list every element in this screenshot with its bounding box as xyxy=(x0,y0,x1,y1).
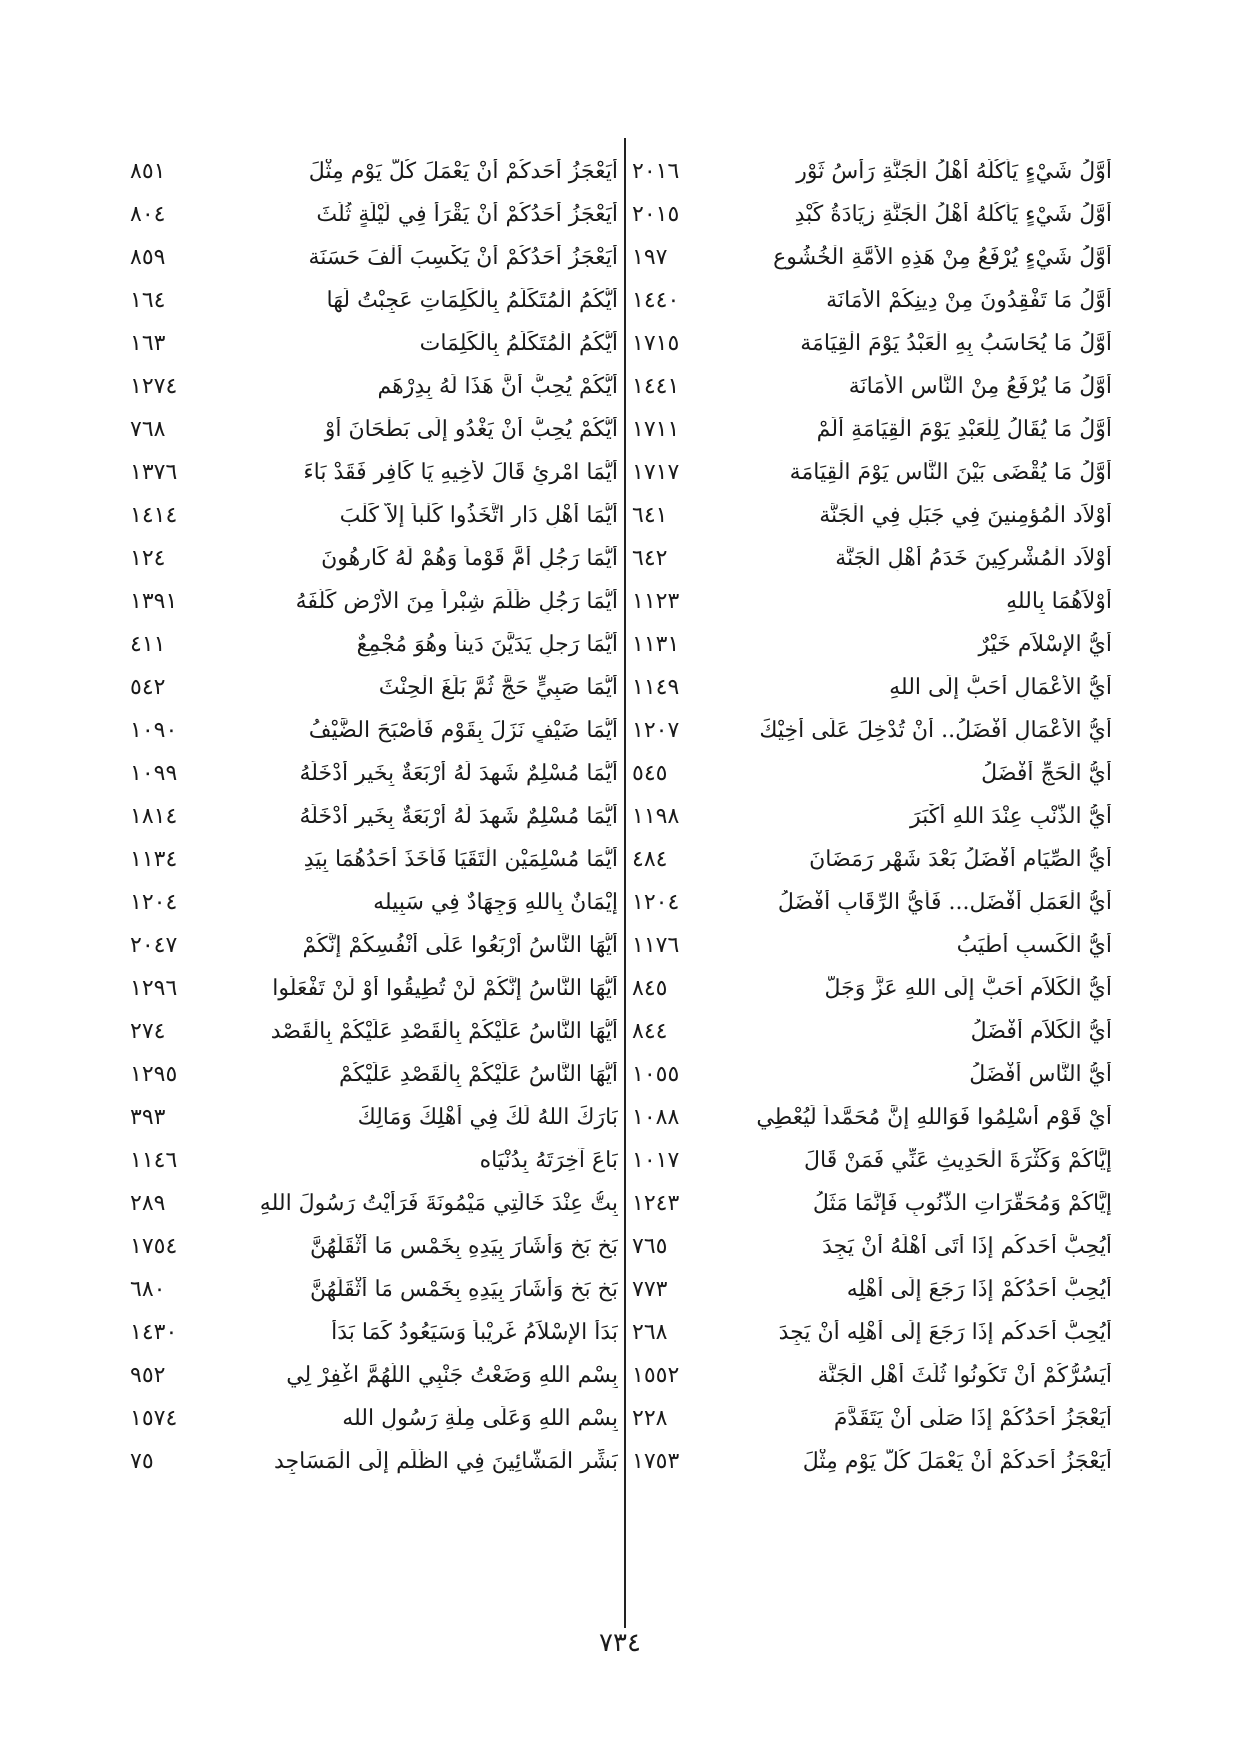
hadith-number: ٩٥٢ xyxy=(130,1363,166,1388)
hadith-number: ٢٠١٦ xyxy=(632,159,680,184)
hadith-incipit: إِيَّاكُمْ وَمُحَقَّرَاتِ الذُّنُوبِ فَإِنَّمَا مَثَلُ xyxy=(812,1191,1112,1216)
index-entry xyxy=(130,838,618,881)
index-column-right xyxy=(632,150,1112,1483)
index-entry xyxy=(130,236,618,279)
hadith-incipit: أَيُّ الأَعْمَالِ أَحَبُّ إِلَى اللهِ xyxy=(889,675,1112,700)
index-entry xyxy=(632,193,1112,236)
hadith-incipit: أَوَّلُ شَيْءٍ يَأْكُلُهُ أَهْلُ الْجَنَّةِ رَأْسُ ثَوْرٍ xyxy=(796,159,1112,184)
hadith-incipit: أَيُّكُمْ يُحِبُّ أَنَّ هَذَا لَهُ بِدِرْهَم xyxy=(377,374,618,399)
hadith-incipit: أَيْ قَوْمِ أَسْلِمُوا فَوَاللهِ إِنَّ مُحَمَّداً لَيُعْطِي xyxy=(756,1105,1112,1130)
hadith-number: ١٢٤ xyxy=(130,546,166,571)
hadith-incipit: أَيُّ الذَّنْبِ عِنْدَ اللهِ أَكْبَرَ xyxy=(910,804,1112,829)
index-entry xyxy=(130,494,618,537)
index-entry xyxy=(632,1397,1112,1440)
hadith-incipit: أَيُّهَا النَّاسُ عَلَيْكُمْ بِالْقَصْدِ عَلَيْكُمْ بِالْقَصْد xyxy=(270,1019,618,1044)
hadith-number: ١٩٧ xyxy=(632,245,668,270)
hadith-number: ١٠١٧ xyxy=(632,1148,680,1173)
hadith-incipit: أَيُّ الْكَلاَمِ أَفْضَلُ xyxy=(970,1019,1112,1044)
hadith-number: ٧٦٥ xyxy=(632,1234,668,1259)
hadith-incipit: أَيُّمَا رَجلٍ يَدَيَّنَ دَيناً وهُوَ مُجْمِعٌ xyxy=(356,632,618,657)
hadith-incipit: أَيُّ الإِسْلاَمِ خَيْرٌ xyxy=(978,632,1112,657)
hadith-number: ١٤٤٠ xyxy=(632,288,680,313)
index-entry xyxy=(130,967,618,1010)
hadith-incipit: بَاعَ آخِرَتَهُ بِدُنْيَاه xyxy=(479,1148,618,1173)
hadith-incipit: أَوْلاَد الْمُؤمِنينَ فِي جَبَلٍ فِي الْجَنَّة xyxy=(819,503,1112,528)
hadith-incipit: بَخٍ بَخٍ وَأَشَارَ بِيَدِهِ بِخَمْسٍ مَا أَثْقَلَهُنَّ xyxy=(309,1277,618,1302)
index-entry xyxy=(130,150,618,193)
hadith-number: ١٣٩١ xyxy=(130,589,178,614)
hadith-number: ٢٨٩ xyxy=(130,1191,166,1216)
hadith-incipit: أَيُّمَا امْرِئٍ قَالَ لأَخِيهِ يَا كَافِر فَقَدْ بَاءَ xyxy=(303,460,618,485)
hadith-number: ١٠٩٠ xyxy=(130,718,178,743)
hadith-number: ١٧٥٤ xyxy=(130,1234,178,1259)
hadith-number: ٨٤٥ xyxy=(632,976,668,1001)
hadith-number: ١٢٩٦ xyxy=(130,976,178,1001)
index-entry xyxy=(632,838,1112,881)
hadith-incipit: بِسْمِ اللهِ وَعَلَى مِلَّةِ رَسُولِ الله xyxy=(342,1406,618,1431)
index-entry xyxy=(130,709,618,752)
hadith-incipit: أَيَعْجَزُ أَحَدكُمْ أَنْ يَعْمَلَ كُلَّ يَوْمٍ مِثْلَ xyxy=(308,159,618,184)
hadith-number: ١٢٤٣ xyxy=(632,1191,680,1216)
hadith-number: ١٢٠٤ xyxy=(130,890,178,915)
hadith-incipit: أَيُّمَا رَجُلٍ أَمَّ قَوْماً وَهُمْ لَهُ كَارِهُونَ xyxy=(321,546,618,571)
hadith-number: ١٢٩٥ xyxy=(130,1062,178,1087)
index-entry xyxy=(130,580,618,623)
hadith-number: ٦٤١ xyxy=(632,503,668,528)
index-entry xyxy=(632,924,1112,967)
hadith-incipit: أَيَعْجَزُ أَحَدُكُمْ أَنْ يَكْسِبَ أَلْفَ حَسَنَة xyxy=(308,245,618,270)
index-entry xyxy=(632,1182,1112,1225)
index-entry xyxy=(632,623,1112,666)
index-entry xyxy=(632,1225,1112,1268)
hadith-number: ٢٦٨ xyxy=(632,1320,668,1345)
hadith-number: ٤٨٤ xyxy=(632,847,668,872)
index-entry xyxy=(130,1139,618,1182)
hadith-number: ١٤١٤ xyxy=(130,503,178,528)
hadith-number: ٥٤٥ xyxy=(632,761,668,786)
index-entry xyxy=(632,451,1112,494)
hadith-incipit: أَيُحِبُّ أَحَدكُم إِذَا أَتَى أَهْلَهُ أَنْ يَجِدَ xyxy=(822,1234,1112,1259)
hadith-number: ٨٥٩ xyxy=(130,245,166,270)
hadith-number: ١١٤٩ xyxy=(632,675,680,700)
index-entry xyxy=(130,1225,618,1268)
hadith-incipit: بَخٍ بَخٍ وَأَشَارَ بِيَدِهِ بِخَمْسٍ مَا أَثْقَلَهُنَّ xyxy=(309,1234,618,1259)
index-entry xyxy=(130,408,618,451)
hadith-incipit: بِتُّ عِنْدَ خَالَتِي مَيْمُونَةَ فَرَأَيْتُ رَسُولَ اللهِ xyxy=(259,1191,618,1216)
hadith-incipit: أَيُّ الأَعْمَالِ أَفْضَلُ.. أَنْ تُدْخِلَ عَلَى أَخِيْكَ xyxy=(759,718,1112,743)
index-entry xyxy=(130,1268,618,1311)
hadith-number: ١٣٧٦ xyxy=(130,460,178,485)
index-entry xyxy=(632,537,1112,580)
index-entry xyxy=(632,1010,1112,1053)
hadith-number: ١٤٣٠ xyxy=(130,1320,178,1345)
hadith-incipit: أَوَّلُ مَا يُقْضَى بَيْنَ النَّاسِ يَوْمَ الْقِيَامَة xyxy=(789,460,1112,485)
hadith-number: ١٢٧٤ xyxy=(130,374,178,399)
index-entry xyxy=(130,365,618,408)
hadith-incipit: أَوَّلُ مَا يُحَاسَبُ بِهِ الْعَبْدُ يَوْمَ الْقِيَامَة xyxy=(800,331,1112,356)
hadith-incipit: أَيُّ الْحَجِّ أَفْضَلُ xyxy=(981,761,1112,786)
hadith-number: ٨٤٤ xyxy=(632,1019,668,1044)
hadith-incipit: أَيُّ الصِّيَامِ أَفْضَلُ بَعْدَ شَهْرِ رَمَضَانَ xyxy=(809,847,1112,872)
hadith-number: ٦٤٢ xyxy=(632,546,668,571)
index-entry xyxy=(130,1053,618,1096)
hadith-number: ١٢٠٤ xyxy=(632,890,680,915)
hadith-incipit: أَوَّلُ مَا يُقَالُ لِلْعَبْدِ يَوْمَ الْقِيَامَةِ أَلَمْ xyxy=(816,417,1112,442)
hadith-number: ٨٥١ xyxy=(130,159,166,184)
hadith-incipit: إِيَّاكُمْ وَكَثْرَةَ الْحَدِيثِ عَنِّي فَمَنْ قَالَ xyxy=(804,1148,1112,1173)
index-entry xyxy=(130,795,618,838)
hadith-incipit: أَيُّمَا مُسْلِمَيْنِ الْتَقَيَا فَأَخَذَ أَحَدُهُمَا بِيَدِ xyxy=(303,847,618,872)
hadith-number: ١٠٩٩ xyxy=(130,761,178,786)
index-entry xyxy=(130,623,618,666)
hadith-number: ٤١١ xyxy=(130,632,166,657)
hadith-number: ١١٢٣ xyxy=(632,589,680,614)
index-entry xyxy=(130,1096,618,1139)
hadith-incipit: أَيُّ الْعَمَلِ أَفْضَل... فَأَيُّ الرِّقَابِ أَفْضَلُ xyxy=(777,890,1112,915)
hadith-number: ١٨١٤ xyxy=(130,804,178,829)
hadith-number: ١٤٤١ xyxy=(632,374,680,399)
hadith-number: ١٦٣ xyxy=(130,331,166,356)
index-entry xyxy=(632,236,1112,279)
index-entry xyxy=(632,365,1112,408)
hadith-incipit: أَوَّلُ مَا يُرْفَعُ مِنْ النَّاسِ الأَمَانَة xyxy=(848,374,1112,399)
hadith-incipit: إِيْمَانٌ بِاللهِ وَجِهَادٌ فِي سَبِيله xyxy=(373,890,618,915)
hadith-number: ٣٩٣ xyxy=(130,1105,166,1130)
hadith-incipit: أَيُّكُمُ الْمُتَكَلِّمُ بِالْكَلِمَات xyxy=(419,331,618,356)
hadith-number: ٨٠٤ xyxy=(130,202,166,227)
index-entry xyxy=(130,537,618,580)
index-entry xyxy=(130,1440,618,1483)
index-entry xyxy=(632,1096,1112,1139)
hadith-incipit: أَيُّهَا النَّاسُ أَرْبَعُوا عَلَى أَنْفُسِكُمْ إِنَّكُمْ xyxy=(302,933,618,958)
hadith-incipit: بَارَكَ اللهُ لَكَ فِي أَهْلِكَ وَمَالِكَ xyxy=(357,1105,618,1130)
index-entry xyxy=(632,150,1112,193)
hadith-number: ١١٩٨ xyxy=(632,804,680,829)
index-entry xyxy=(632,322,1112,365)
index-entry xyxy=(632,408,1112,451)
hadith-incipit: أَيُحِبُّ أَحَدُكُمْ إِذَا رَجَعَ إِلَى أَهْلِه xyxy=(846,1277,1112,1302)
hadith-number: ٧٧٣ xyxy=(632,1277,668,1302)
index-entry xyxy=(632,881,1112,924)
index-entry xyxy=(632,1311,1112,1354)
hadith-incipit: أَيَعْجَزُ أَحَدكُمْ أَنْ يَعْمَلَ كُلَّ يَوْمٍ مِثْلَ xyxy=(802,1449,1112,1474)
hadith-incipit: أَيُّمَا ضَيْفٍ نَزَلَ بِقَوْمٍ فَأَصْبَحَ الضَّيْفُ xyxy=(308,718,618,743)
hadith-incipit: أَوْلاَهُمَا بِاللهِ xyxy=(1006,589,1112,614)
hadith-number: ٦٨٠ xyxy=(130,1277,166,1302)
hadith-number: ٢٧٤ xyxy=(130,1019,166,1044)
hadith-number: ٢٠٤٧ xyxy=(130,933,178,958)
index-entry xyxy=(130,752,618,795)
index-entry xyxy=(130,881,618,924)
hadith-incipit: أَيُّكُمُ الْمُتَكَلِّمُ بِالْكَلِمَاتِ عَجِبْتُ لَهَا xyxy=(326,288,618,313)
index-entry xyxy=(632,1139,1112,1182)
index-entry xyxy=(632,279,1112,322)
hadith-number: ١٢٠٧ xyxy=(632,718,680,743)
index-entry xyxy=(632,1354,1112,1397)
hadith-number: ١٧١٥ xyxy=(632,331,680,356)
index-entry xyxy=(632,1053,1112,1096)
hadith-incipit: أَوَّلُ مَا تَفْقِدُونَ مِنْ دِينِكُمْ الأَمَانَة xyxy=(826,288,1112,313)
hadith-incipit: أَيَسُرُّكُمْ أَنْ تَكُونُوا ثُلُثَ أَهْلِ الْجَنَّة xyxy=(817,1363,1112,1388)
hadith-number: ٢٢٨ xyxy=(632,1406,668,1431)
hadith-incipit: أَوْلاَد الْمُشْرِكِينَ خَدَمُ أَهْلِ الْجَنَّة xyxy=(835,546,1112,571)
hadith-incipit: أَيُّ الْكَلاَمِ أَحَبُّ إِلَى اللهِ عَزَّ وَجَلَّ xyxy=(824,976,1112,1001)
index-entry xyxy=(130,1311,618,1354)
index-entry xyxy=(130,451,618,494)
hadith-number: ٢٠١٥ xyxy=(632,202,680,227)
index-entry xyxy=(632,1268,1112,1311)
hadith-number: ٥٤٢ xyxy=(130,675,166,700)
hadith-incipit: أَيَعْجَزُ أَحَدُكُمْ أَنْ يَقْرَأَ فِي لَيْلَةٍ ثُلُثَ xyxy=(316,202,618,227)
index-entry xyxy=(130,279,618,322)
hadith-number: ١١٣١ xyxy=(632,632,680,657)
hadith-incipit: أَيَعْجَزُ أَحَدُكُمْ إِذَا صَلَّى أَنْ يَتَقَدَّمَ xyxy=(833,1406,1112,1431)
hadith-incipit: بِسْمِ اللهِ وَضَعْتُ جَنْبِي اللَّهُمَّ اغْفِرْ لِي xyxy=(286,1363,618,1388)
index-entry xyxy=(632,494,1112,537)
index-entry xyxy=(632,666,1112,709)
hadith-number: ١١٣٤ xyxy=(130,847,178,872)
hadith-number: ١٧١١ xyxy=(632,417,680,442)
hadith-number: ١١٧٦ xyxy=(632,933,680,958)
page-number: ٧٣٤ xyxy=(599,1628,641,1658)
hadith-incipit: أَيُّهَا النَّاسُ عَلَيْكُمْ بِالْقَصْدِ عَلَيْكُمْ xyxy=(338,1062,618,1087)
index-entry xyxy=(632,967,1112,1010)
index-entry xyxy=(130,924,618,967)
hadith-incipit: أَيُّمَا صَبِيٍّ حَجَّ ثُمَّ بَلَغَ الْحِنْثَ xyxy=(378,675,618,700)
hadith-incipit: أَيُّمَا رَجُلٍ ظَلَمَ شِبْراً مِنَ الأَرْضِ كَلَّفَهُ xyxy=(295,589,618,614)
hadith-incipit: أَيُّمَا مُسْلِمٌ شَهِدَ لَهُ أَرْبَعَةٌ بِخَيرٍ أَدْخَلَهُ xyxy=(299,761,618,786)
hadith-incipit: أَيُّ النَّاسِ أَفْضَلُ xyxy=(969,1062,1112,1087)
hadith-number: ١٧١٧ xyxy=(632,460,680,485)
hadith-incipit: أَوَّلُ شَيْءٍ يُرْفَعُ مِنْ هَذِهِ الأُمَّةِ الْخُشُوعِ xyxy=(773,245,1112,270)
index-column-left xyxy=(130,150,618,1483)
hadith-number: ١٠٨٨ xyxy=(632,1105,680,1130)
hadith-incipit: أَيُّهَا النَّاسُ إِنَّكُمْ لَنْ تُطِيقُوا أَوْ لَنْ تَفْعَلُوا xyxy=(272,976,618,1001)
index-entry xyxy=(632,752,1112,795)
hadith-incipit: أَيُّ الْكَسبِ أَطْيَبُ xyxy=(956,933,1112,958)
hadith-incipit: أَيُّكُمْ يُحِبُّ أَنْ يَغْدُو إِلَى بَطْحَانَ أَوْ xyxy=(324,417,618,442)
index-entry xyxy=(130,1397,618,1440)
hadith-number: ١٦٤ xyxy=(130,288,166,313)
hadith-incipit: أَوَّلُ شَيْءٍ يَأْكُلهُ أَهْلُ الْجَنَّةِ زِيَادَةُ كَبْدِ xyxy=(794,202,1112,227)
index-entry xyxy=(632,709,1112,752)
index-entry xyxy=(130,1010,618,1053)
index-entry xyxy=(632,580,1112,623)
hadith-number: ٧٥ xyxy=(130,1449,154,1474)
hadith-number: ٧٦٨ xyxy=(130,417,166,442)
hadith-incipit: بَشِّرِ الْمَشَّائِينَ فِي الظُّلَمِ إِلَى الْمَسَاجِد xyxy=(273,1449,618,1474)
hadith-incipit: أَيُحِبُّ أَحَدكُم إِذَا رَجَعَ إِلَى أَهْلِه أَنْ يَجِدَ xyxy=(778,1320,1112,1345)
hadith-incipit: أَيُّمَا أَهْلِ دَارٍ اتَّخَذُوا كَلْباً إِلاَّ كَلْبَ xyxy=(339,503,618,528)
index-entry xyxy=(632,1440,1112,1483)
index-entry xyxy=(632,795,1112,838)
column-divider xyxy=(624,138,626,1628)
index-entry xyxy=(130,1182,618,1225)
index-entry xyxy=(130,193,618,236)
hadith-number: ١٠٥٥ xyxy=(632,1062,680,1087)
hadith-incipit: أَيُّمَا مُسْلِمٌ شَهِدَ لَهُ أَرْبَعَةٌ بِخَيرٍ أَدْخَلَهُ xyxy=(299,804,618,829)
index-entry xyxy=(130,322,618,365)
hadith-number: ١٥٧٤ xyxy=(130,1406,178,1431)
hadith-number: ١٥٥٢ xyxy=(632,1363,680,1388)
hadith-number: ١٧٥٣ xyxy=(632,1449,680,1474)
index-entry xyxy=(130,1354,618,1397)
index-entry xyxy=(130,666,618,709)
hadith-incipit: بَدَأَ الإِسْلاَمُ غَرِيْباً وَسَيَعُودُ كَمَا بَدَأَ xyxy=(331,1320,618,1345)
hadith-number: ١١٤٦ xyxy=(130,1148,178,1173)
